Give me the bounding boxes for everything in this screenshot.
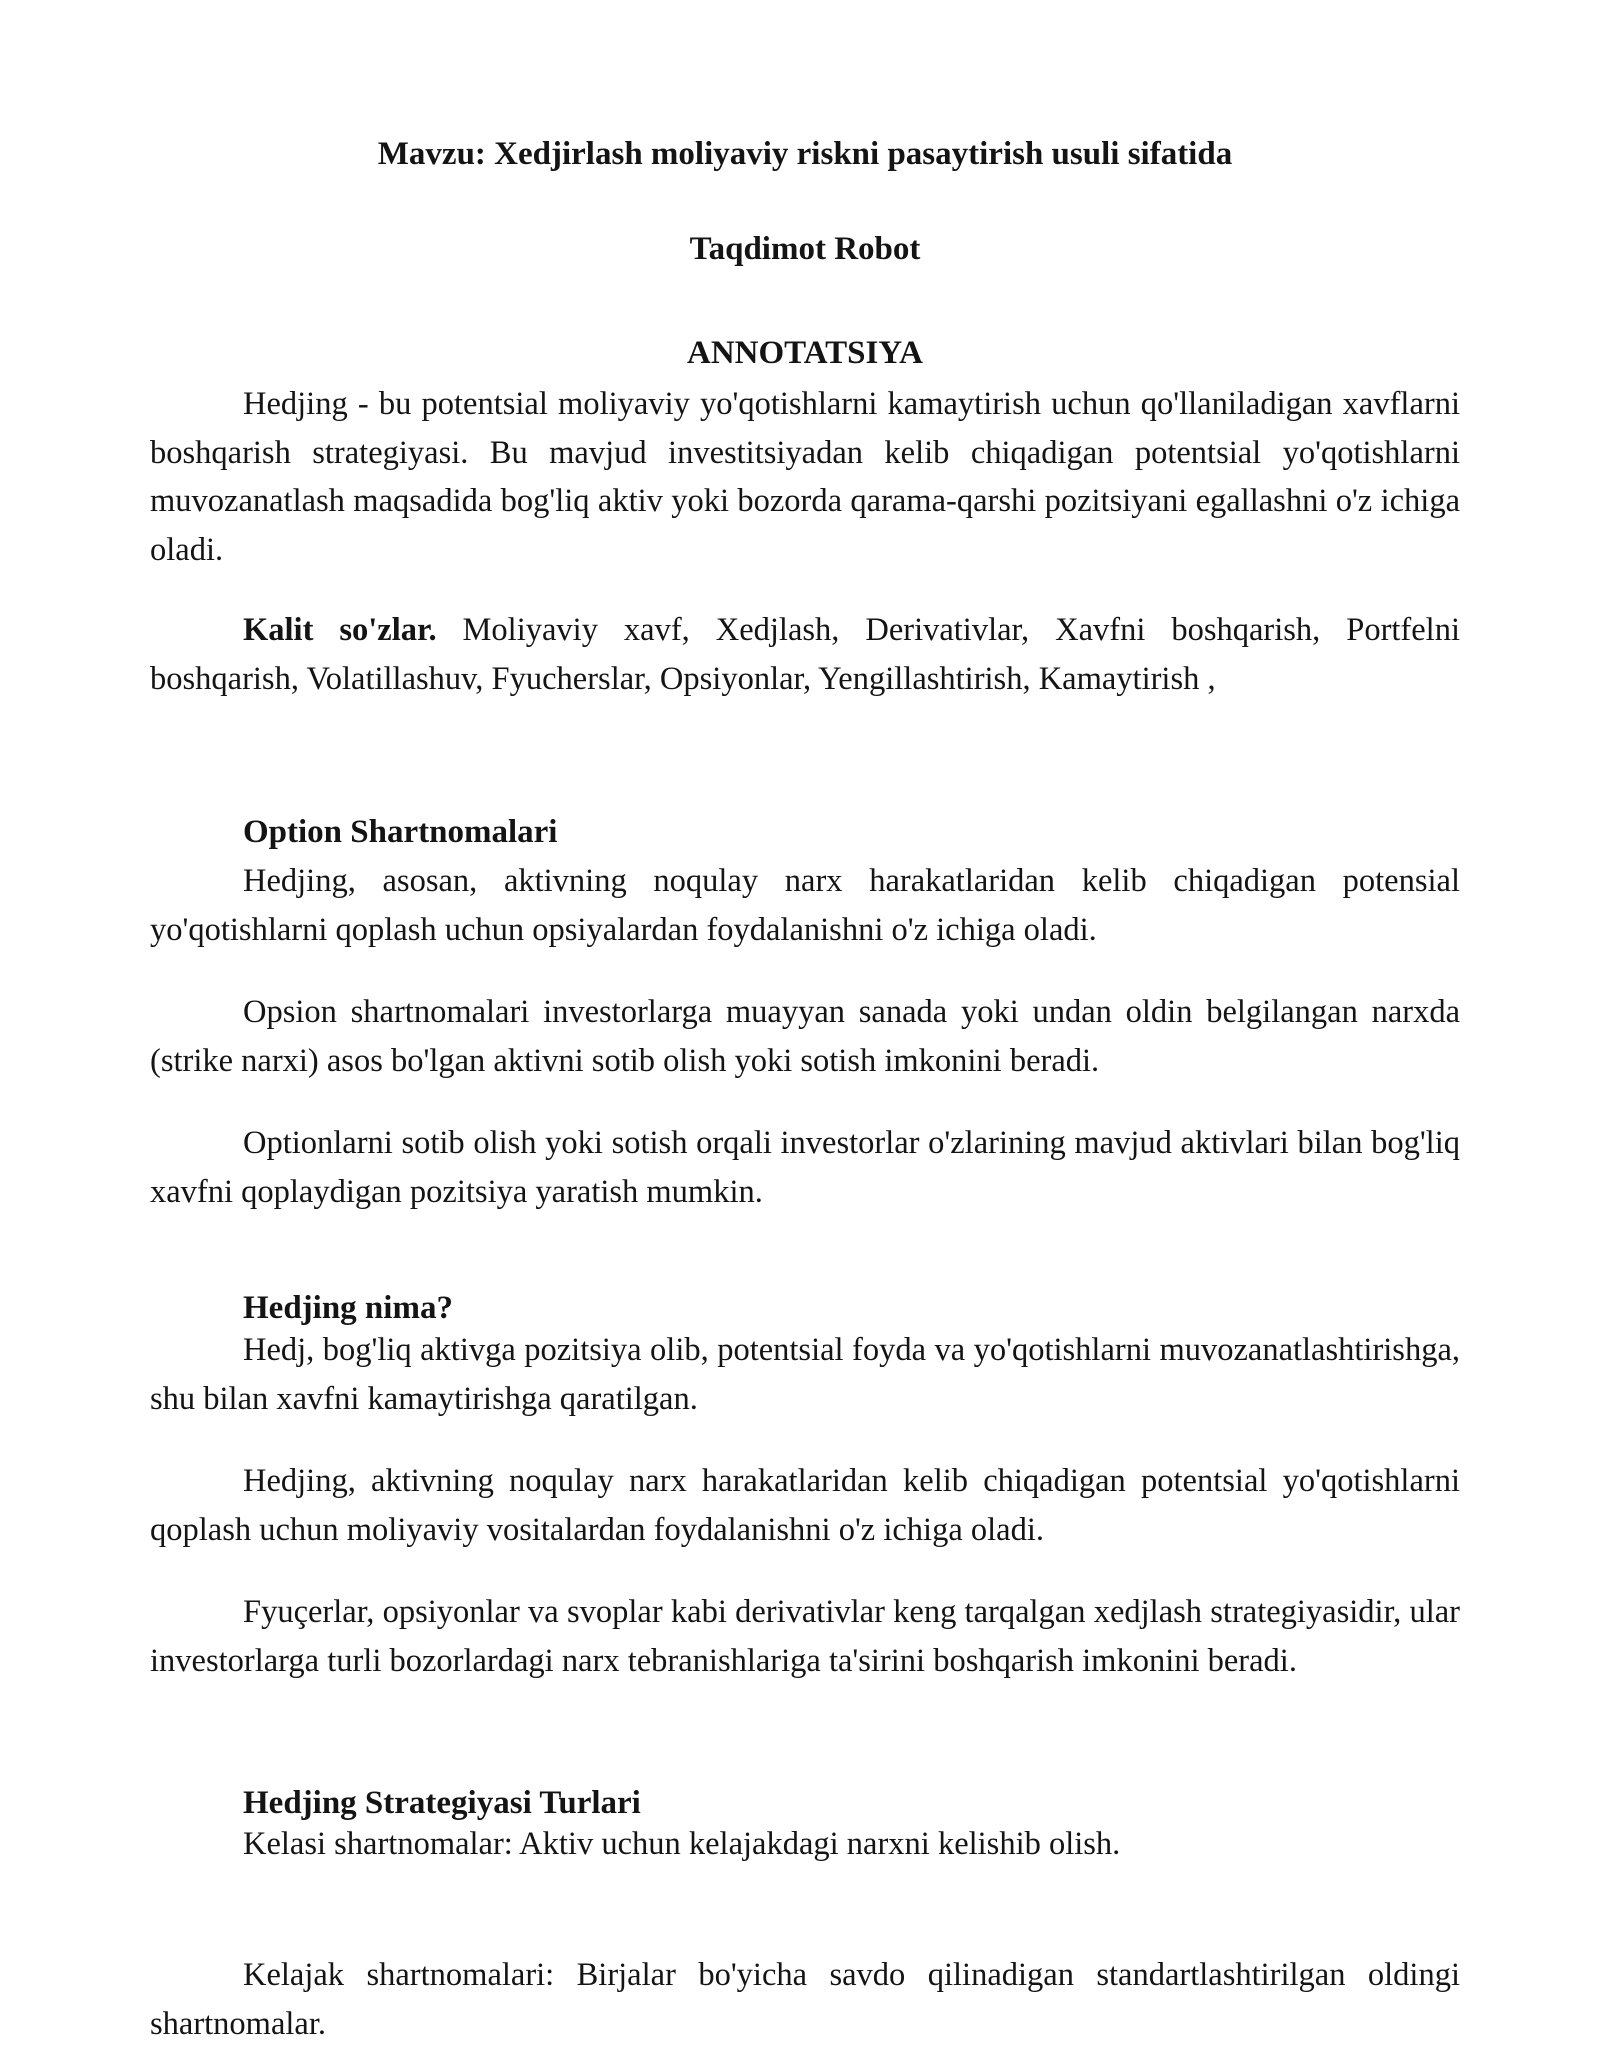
document-title: Mavzu: Xedjirlash moliyaviy riskni pasaytirish usuli sifatida [377, 136, 1233, 172]
document-author: Taqdimot Robot [689, 231, 921, 267]
section-paragraph: Hedjing, asosan, aktivning noqulay narx harakatlaridan kelib chiqadigan potensial yo'qotishlarni qoplash uchun opsiyalardan foydalanishni o'z ichiga oladi. [150, 863, 1460, 948]
section-paragraph: Kelajak shartnomalari: Birjalar bo'yicha savdo qilinadigan standartlashtirilgan oldingi shartnomalar. [150, 1957, 1460, 2042]
annotation-text: Hedjing - bu potentsial moliyaviy yo'qotishlarni kamaytirish uchun qo'llaniladigan xavflarni boshqarish strategiyasi. Bu mavjud investitsiyadan kelib chiqadigan potentsial yo'qotishlarni muvozanatlash maqsadida bog'liq aktiv yoki bozorda qarama-qarshi pozitsiyani egallashni o'z ichiga oladi. [150, 386, 1460, 568]
keywords-paragraph [150, 606, 1460, 703]
section-paragraph: Kelasi shartnomalar: Aktiv uchun kelajakdagi narxni kelishib olish. [243, 1826, 1121, 1862]
section-paragraph: Fyuçerlar, opsiyonlar va svoplar kabi derivativlar keng tarqalgan xedjlash strategiyasidir, ular investorlarga turli bozorlardagi narx tebranishlariga ta'sirini boshqarish imkonini beradi. [150, 1594, 1460, 1679]
section-paragraph: Opsion shartnomalari investorlarga muayyan sanada yoki undan oldin belgilangan narxda (strike narxi) asos bo'lgan aktivni sotib olish yoki sotish imkonini beradi. [150, 994, 1460, 1079]
section-heading-strategy-types: Hedjing Strategiyasi Turlari [243, 1785, 641, 1821]
section-paragraph: Hedj, bog'liq aktivga pozitsiya olib, potentsial foyda va yo'qotishlarni muvozanatlashtirishga, shu bilan xavfni kamaytirishga qaratilgan. [150, 1332, 1460, 1417]
section-heading-options: Option Shartnomalari [243, 814, 558, 850]
keywords-label: Kalit so'zlar. [243, 612, 437, 648]
section-paragraph: Hedjing, aktivning noqulay narx harakatlaridan kelib chiqadigan potentsial yo'qotishlarni qoplash uchun moliyaviy vositalardan foydalanishni o'z ichiga oladi. [150, 1463, 1460, 1548]
annotation-heading: ANNOTATSIYA [687, 335, 923, 371]
section-paragraph: Optionlarni sotib olish yoki sotish orqali investorlar o'zlarining mavjud aktivlari bilan bog'liq xavfni qoplaydigan pozitsiya yaratish mumkin. [150, 1125, 1460, 1210]
keywords-text: Moliyaviy xavf, Xedjlash, Derivativlar, Xavfni boshqarish, Portfelni boshqarish, Volatillashuv, Fyucherslar, Opsiyonlar, Yengillashtirish, Kamaytirish , [150, 612, 1460, 697]
section-heading-what-is-hedging: Hedjing nima? [243, 1290, 453, 1326]
